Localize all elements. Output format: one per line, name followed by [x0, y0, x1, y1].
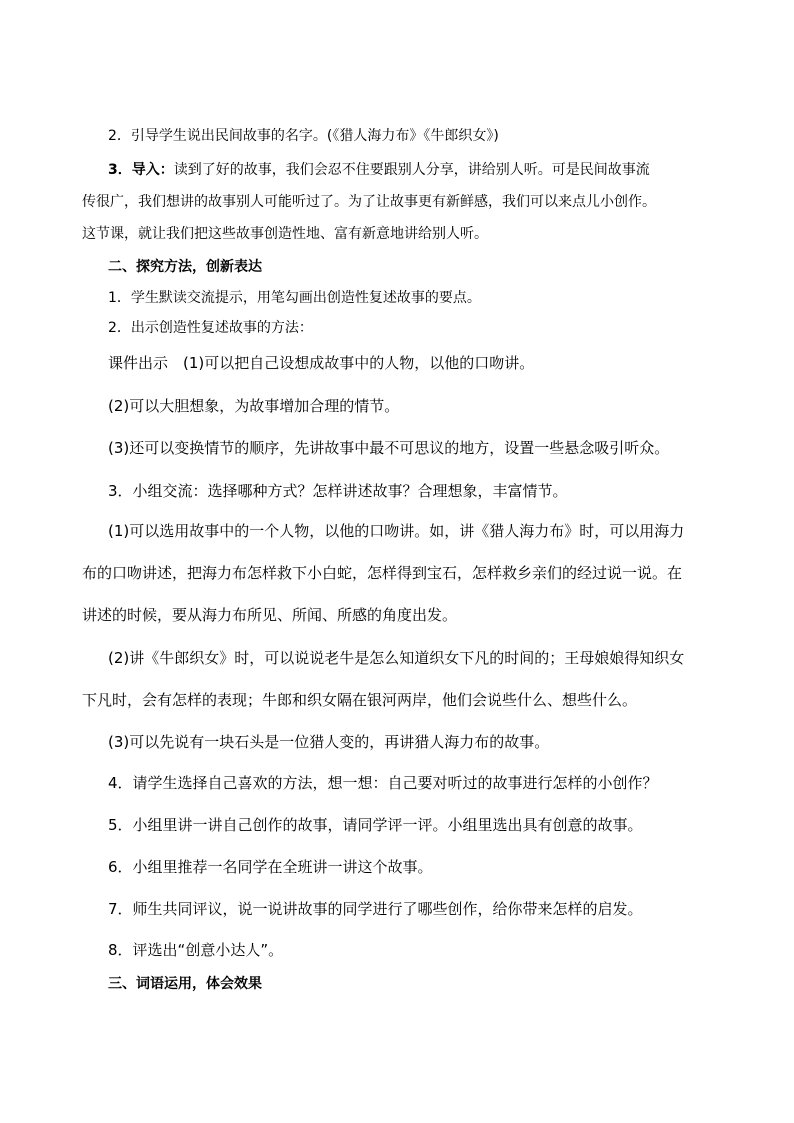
- intro-label: 3．导入：: [108, 162, 174, 178]
- step-7: 7．师生共同评议，说一说讲故事的同学进行了哪些创作，给你带来怎样的启发。: [108, 900, 643, 918]
- intro-text-line-3: 这节课，就让我们把这些故事创造性地、富有新意地讲给别人听。: [82, 226, 488, 242]
- intro-text: 读到了好的故事，我们会忍不住要跟别人分享，讲给别人听。可是民间故事流: [173, 162, 650, 178]
- discussion-3: (3)可以先说有一块石头是一位猎人变的，再讲猎人海力布的故事。: [108, 733, 550, 751]
- step-1: 1．学生默读交流提示，用笔勾画出创造性复述故事的要点。: [108, 290, 481, 306]
- courseware-method-1: 课件出示 (1)可以把自己设想成故事中的人物，以他的口吻讲。: [108, 354, 535, 372]
- discussion-1-line-2: 布的口吻讲述，把海力布怎样救下小白蛇，怎样得到宝石，怎样救乡亲们的经过说一说。在: [82, 564, 683, 582]
- discussion-2-line-1: (2)讲《牛郎织女》时，可以说说老牛是怎么知道织女下凡的时间的；王母娘娘得知织女: [108, 649, 685, 667]
- step-8: 8．评选出“创意小达人”。: [108, 941, 284, 959]
- step-4: 4．请学生选择自己喜欢的方法，想一想：自己要对听过的故事进行怎样的小创作？: [108, 774, 658, 792]
- discussion-1-line-3: 讲述的时候，要从海力布所见、所闻、所感的角度出发。: [82, 606, 458, 624]
- intro-text-line-2: 传很广，我们想讲的故事别人可能听过了。为了让故事更有新鲜感，我们可以来点儿小创作。: [82, 194, 656, 210]
- step-5: 5．小组里讲一讲自己创作的故事，请同学评一评。小组里选出具有创意的故事。: [108, 816, 643, 834]
- step-2: 2．出示创造性复述故事的方法：: [108, 320, 313, 336]
- item-2-names: 2．引导学生说出民间故事的名字。(《猎人海力布》《牛郎织女》): [108, 128, 499, 144]
- discussion-2-line-2: 下凡时，会有怎样的表现；牛郎和织女隔在银河两岸，他们会说些什么、想些什么。: [82, 691, 638, 709]
- discussion-1-line-1: (1)可以选用故事中的一个人物，以他的口吻讲。如，讲《猎人海力布》时，可以用海力: [108, 522, 685, 540]
- courseware-method-2: (2)可以大胆想象，为故事增加合理的情节。: [108, 397, 400, 415]
- courseware-method-3: (3)还可以变换情节的顺序，先讲故事中最不可思议的地方，设置一些悬念吸引听众。: [108, 439, 670, 457]
- step-6: 6．小组里推荐一名同学在全班讲一讲这个故事。: [108, 858, 433, 876]
- item-3-intro: [108, 160, 650, 180]
- section-2-heading: 二、探究方法，创新表达: [108, 259, 262, 275]
- step-3-group-discussion: 3．小组交流：选择哪种方式？怎样讲述故事？合理想象，丰富情节。: [108, 482, 568, 500]
- section-3-heading: 三、词语运用，体会效果: [108, 976, 262, 992]
